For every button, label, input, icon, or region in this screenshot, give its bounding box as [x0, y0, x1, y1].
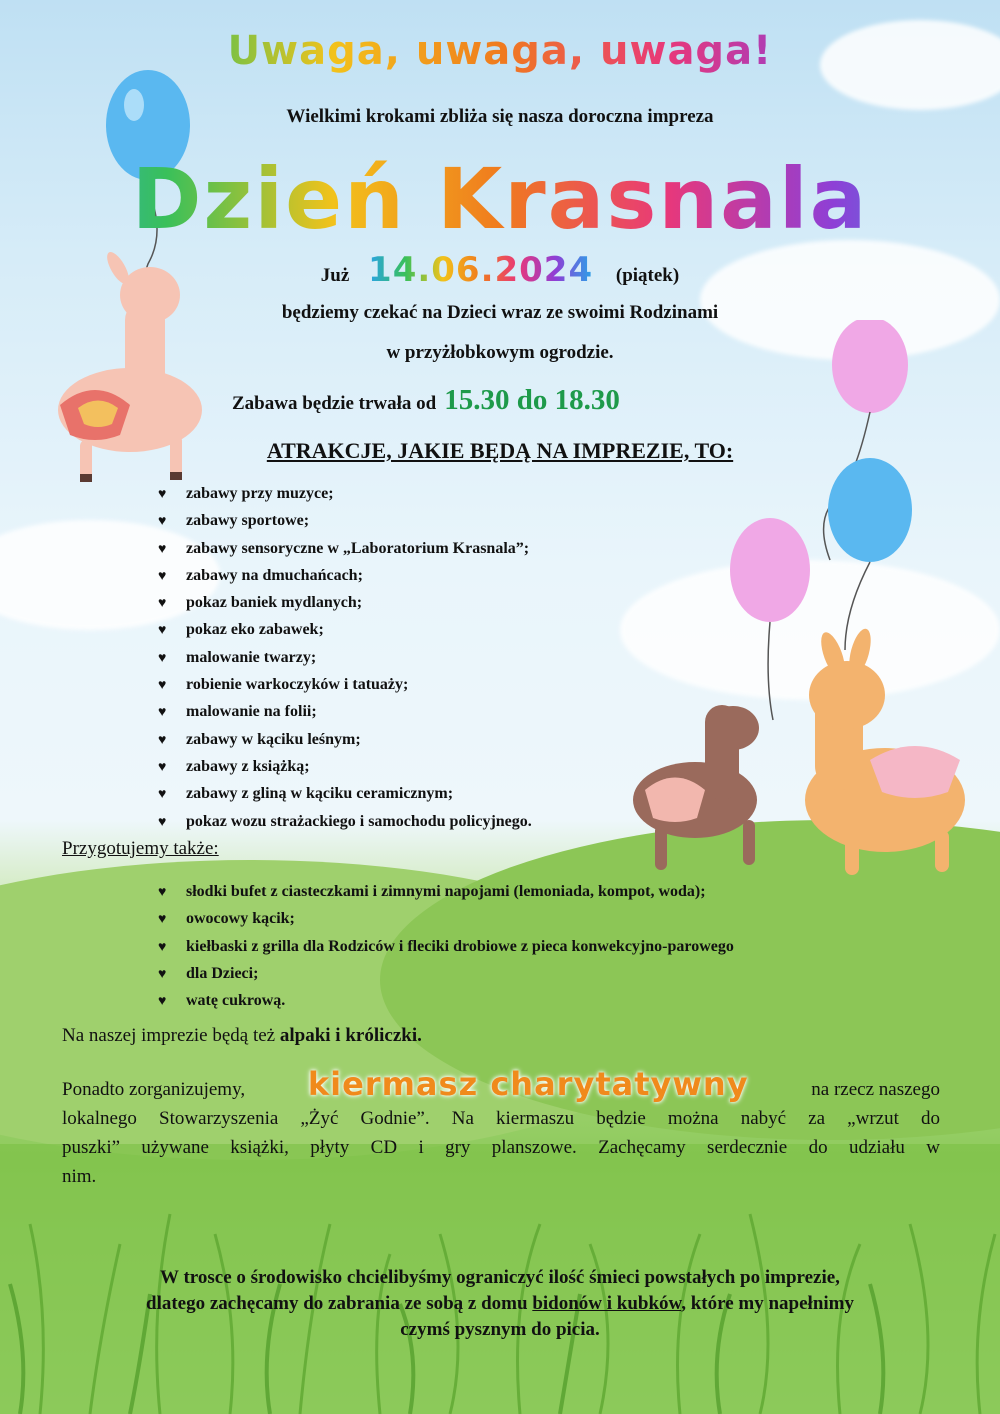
attraction-item-text: zabawy sportowe; — [186, 512, 310, 530]
attraction-item-text: zabawy sensoryczne w „Laboratorium Krasnala”; — [186, 539, 530, 557]
heart-bullet-icon: ♥ — [158, 705, 167, 721]
extra-item — [158, 879, 734, 906]
event-time: 15.30 do 18.30 — [444, 384, 620, 416]
eco-underlined-items: bidonów i kubków — [532, 1293, 682, 1314]
attention-heading: Uwaga, uwaga, uwaga! — [0, 28, 1000, 74]
heart-bullet-icon: ♥ — [158, 541, 167, 557]
pink-balloon — [730, 518, 810, 622]
attraction-item — [158, 617, 532, 644]
eco-line-1: W trosce o środowisko chcielibyśmy ograniczyć ilość śmieci powstałych po imprezie, — [160, 1267, 840, 1288]
extra-item-text: watę cukrową. — [186, 992, 286, 1010]
attraction-item-text: zabawy z książką; — [186, 757, 310, 775]
attraction-item — [158, 590, 532, 617]
attraction-item-text: malowanie na folii; — [186, 703, 317, 721]
attraction-item — [158, 508, 532, 535]
event-date: 14.06.2024 — [368, 250, 594, 290]
heart-bullet-icon: ♥ — [158, 994, 167, 1010]
eco-line-2 — [0, 1291, 1000, 1317]
attraction-item-text: zabawy na dmuchańcach; — [186, 566, 363, 584]
attraction-item-text: zabawy przy muzyce; — [186, 485, 334, 502]
time-line — [232, 384, 620, 417]
attraction-item-text: pokaz baniek mydlanych; — [186, 594, 363, 612]
heart-bullet-icon: ♥ — [158, 939, 167, 955]
extras-list — [158, 879, 734, 1015]
attraction-item-text: pokaz eko zabawek; — [186, 621, 324, 639]
heart-bullet-icon: ♥ — [158, 623, 167, 639]
extra-item-text: owocowy kącik; — [186, 910, 295, 928]
fair-highlight: kiermasz charytatywny — [307, 1065, 749, 1103]
extra-item — [158, 988, 734, 1015]
attraction-item — [158, 754, 532, 781]
blue-balloon — [828, 458, 912, 562]
fair-prefix: Ponadto zorganizujemy, — [62, 1079, 246, 1100]
event-weekday: (piątek) — [615, 265, 680, 286]
heart-bullet-icon: ♥ — [158, 966, 167, 982]
fair-paragraph — [62, 1065, 940, 1191]
heart-bullet-icon: ♥ — [158, 514, 167, 530]
extra-item — [158, 934, 734, 961]
animals-prefix: Na naszej imprezie będą też — [62, 1025, 276, 1046]
intro-text: Wielkimi krokami zbliża się nasza doroczna impreza — [286, 106, 714, 127]
extra-item — [158, 961, 734, 988]
eco-line-3: czymś pysznym do picia. — [400, 1319, 600, 1340]
attraction-item-text: robienie warkoczyków i tatuaży; — [186, 676, 409, 694]
fair-line-2: lokalnego Stowarzyszenia „Żyć Godnie”. Na kiermaszu będzie można nabyć za „wrzut do — [62, 1108, 940, 1129]
pink-balloon — [832, 320, 908, 413]
attraction-item — [158, 481, 532, 508]
attraction-item-text: zabawy z gliną w kąciku ceramicznym; — [186, 785, 454, 803]
balloons-alpacas-right — [615, 320, 1000, 880]
eco-line-2-suffix: , które my napełnimy — [681, 1293, 854, 1314]
heart-bullet-icon: ♥ — [158, 678, 167, 694]
heart-bullet-icon: ♥ — [158, 487, 167, 502]
heart-bullet-icon: ♥ — [158, 787, 167, 803]
animals-bold: alpaki i króliczki. — [279, 1025, 422, 1046]
heart-bullet-icon: ♥ — [158, 912, 167, 928]
event-title: Dzień Krasnala — [0, 150, 1000, 248]
fair-line-3: puszki” używane książki, płyty CD i gry planszowe. Zachęcamy serdecznie do udziału w — [62, 1137, 940, 1158]
attraction-item — [158, 727, 532, 754]
invite-line-2: w przyżłobkowym ogrodzie. — [386, 342, 614, 363]
attraction-item — [158, 699, 532, 726]
attraction-item-text: pokaz wozu strażackiego i samochodu policyjnego. — [186, 812, 532, 830]
attractions-heading: ATRAKCJE, JAKIE BĘDĄ NA IMPREZIE, TO: — [266, 438, 734, 463]
date-line — [0, 250, 1000, 290]
attraction-item-text: malowanie twarzy; — [186, 648, 317, 666]
animals-line — [62, 1025, 422, 1047]
attraction-item — [158, 809, 532, 836]
fair-suffix: na rzecz naszego — [811, 1079, 940, 1100]
attraction-item-text: zabawy w kąciku leśnym; — [186, 730, 361, 748]
heart-bullet-icon: ♥ — [158, 650, 167, 666]
extras-heading: Przygotujemy także: — [62, 838, 219, 859]
heart-bullet-icon: ♥ — [158, 759, 167, 775]
invite-line-1: będziemy czekać na Dzieci wraz ze swoimi Rodzinami — [281, 302, 719, 323]
heart-bullet-icon: ♥ — [158, 814, 167, 830]
heart-bullet-icon: ♥ — [158, 732, 167, 748]
attraction-item — [158, 645, 532, 672]
extra-item — [158, 906, 734, 933]
attraction-item — [158, 536, 532, 563]
attraction-item — [158, 563, 532, 590]
heart-bullet-icon: ♥ — [158, 596, 167, 612]
extra-item-text: dla Dzieci; — [186, 964, 259, 982]
time-prefix: Zabawa będzie trwała od — [232, 393, 437, 414]
eco-line-2-prefix: dlatego zachęcamy do zabrania ze sobą z domu — [146, 1293, 528, 1314]
heart-bullet-icon: ♥ — [158, 885, 167, 900]
extra-item-text: słodki bufet z ciasteczkami i zimnymi napojami (lemoniada, kompot, woda); — [186, 883, 706, 900]
fair-line-4: nim. — [62, 1166, 97, 1187]
eco-paragraph — [0, 1265, 1000, 1343]
attraction-item — [158, 672, 532, 699]
attractions-list — [158, 481, 532, 836]
attraction-item — [158, 781, 532, 808]
extra-item-text: kiełbaski z grilla dla Rodziców i fleciki drobiowe z pieca konwekcyjno-parowego — [186, 937, 734, 955]
date-prefix: Już — [320, 265, 350, 286]
heart-bullet-icon: ♥ — [158, 568, 167, 584]
